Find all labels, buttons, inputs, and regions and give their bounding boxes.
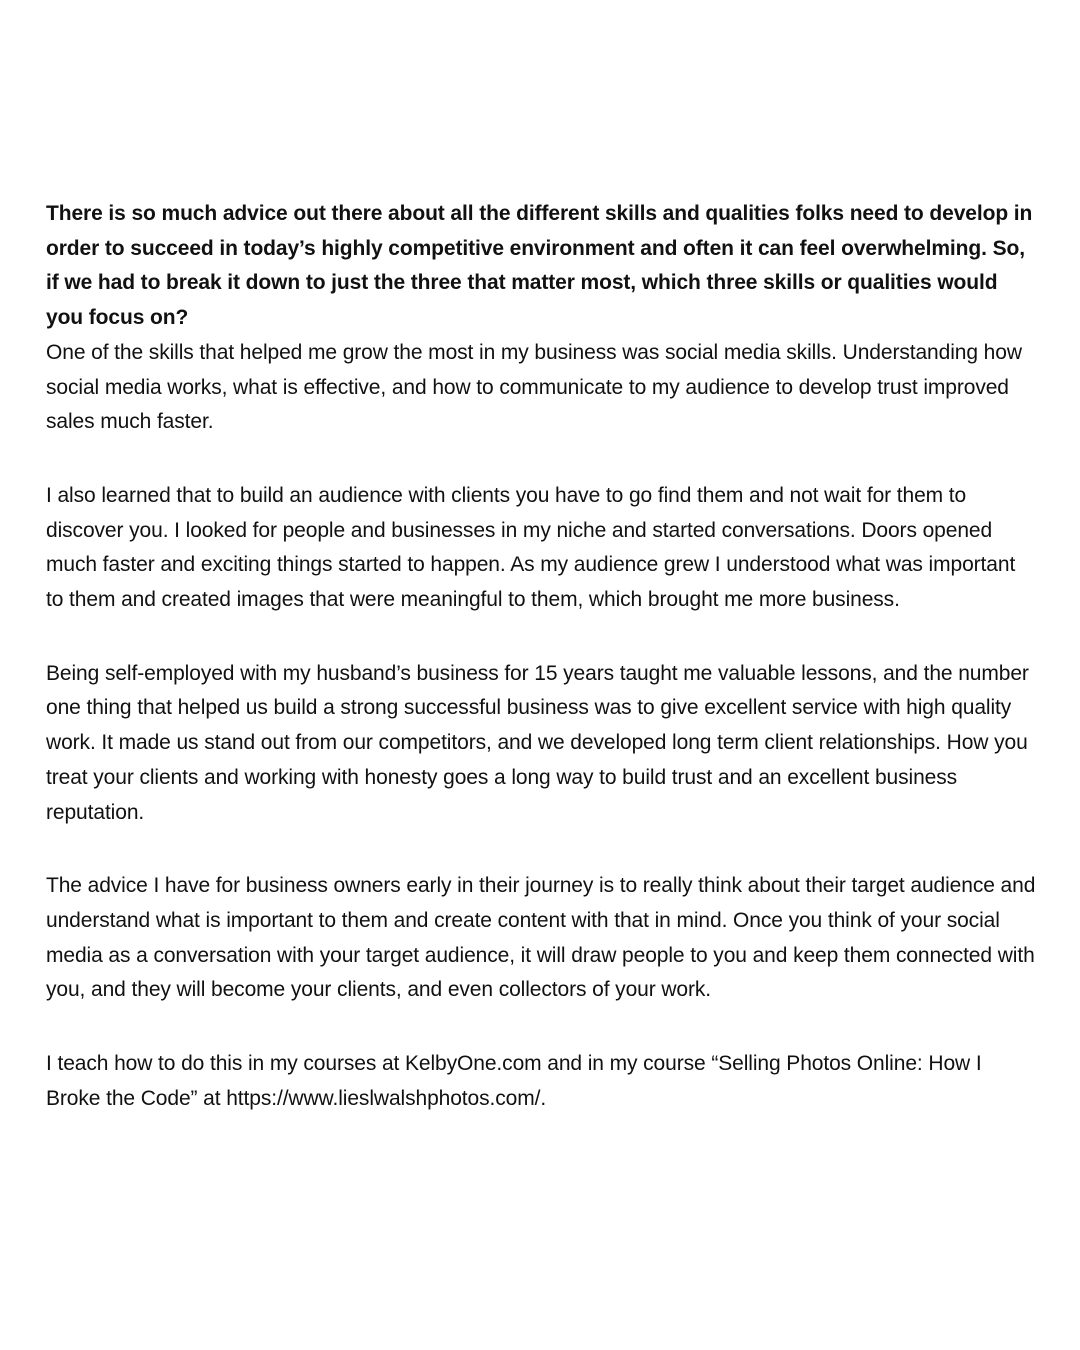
answer-paragraph-social-media: One of the skills that helped me grow the most in my business was social media skills. Understanding how social media works, what is effective, and how to communicate to my audience to develop trust improved sales much faster.	[46, 340, 1022, 434]
answer-paragraph-advice: The advice I have for business owners early in their journey is to really think about their target audience and understand what is important to them and create content with that in mind. Once you think of your social media as a conversation with your target audience, it will draw people to you and keep them connected with you, and they will become your clients, and even collectors of your work.	[46, 874, 1036, 1002]
answer-paragraph-excellent-service: Being self-employed with my husband’s business for 15 years taught me valuable lessons, and the number one thing that helped us build a strong successful business was to give excellent service with high quality work. It made us stand out from our competitors, and we developed long term client relationships. How you treat your clients and working with honesty goes a long way to build trust and an excellent business reputation.	[46, 661, 1029, 824]
answer-paragraph-build-audience: I also learned that to build an audience with clients you have to go find them and not wait for them to discover you. I looked for people and businesses in my niche and started conversations. Doors opened much faster and exciting things started to happen. As my audience grew I understood what was important to them and created images that were meaningful to them, which brought me more business.	[46, 483, 1016, 612]
answer-paragraph-courses: I teach how to do this in my courses at KelbyOne.com and in my course “Selling Photos Online: How I Broke the Code” at https://www.lieslwalshphotos.com/.	[46, 1052, 982, 1110]
interview-question: There is so much advice out there about all the different skills and qualities folks need to develop in order to succeed in today’s highly competitive environment and often it can feel overwhelming. So, if we had to break it down to just the three that matter most, which three skills or qualities would you focus on?	[46, 202, 1033, 330]
